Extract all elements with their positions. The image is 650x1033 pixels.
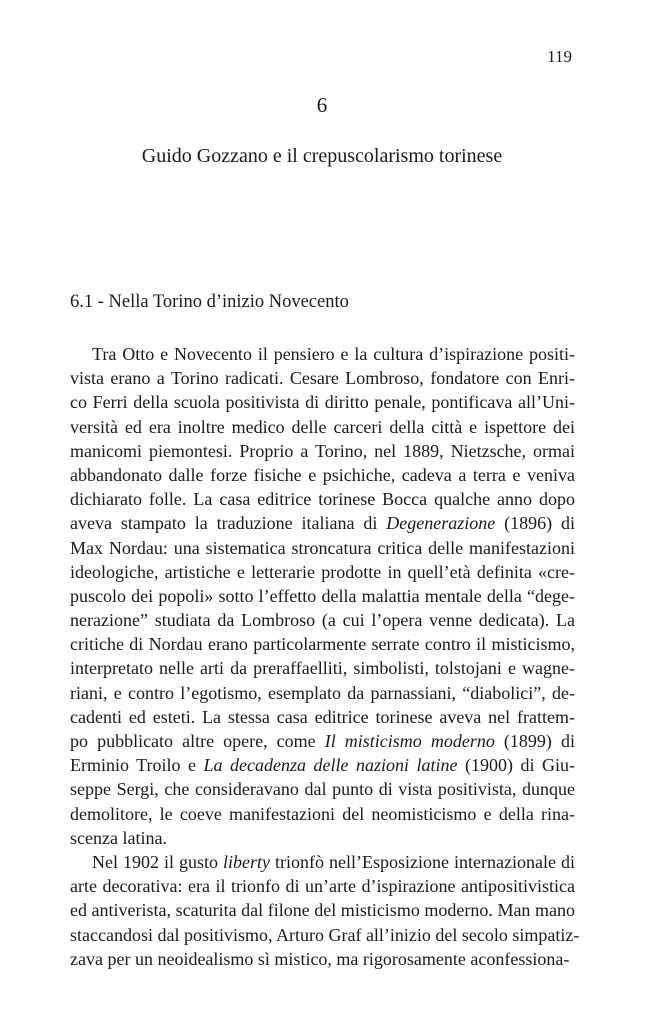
text-segment: zava per un neoidealismo sì mistico, ma rigorosamente aconfessiona- (70, 948, 570, 969)
text-line (70, 923, 580, 947)
text-segment: trionfò nell’Esposizione internazionale di (270, 851, 575, 872)
text-segment: puscolo dei popoli» sotto l’effetto della malattia mentale della “dege- (70, 585, 575, 606)
text-line (70, 487, 575, 511)
paragraph (70, 850, 580, 971)
text-segment: Max Nordau: una sistematica stroncatura critica delle manifestazioni (70, 537, 575, 558)
text-segment: (1896) di (495, 513, 575, 534)
text-line (70, 777, 575, 801)
text-segment: interpretato nelle arti da preraffaelliti, simbolisti, tolstojani e wagne- (70, 658, 575, 679)
text-segment: po pubblicato altre opere, come (70, 731, 325, 751)
text-line (70, 536, 575, 560)
italic-title: Il misticismo moderno (324, 731, 495, 751)
italic-title: Degenerazione (386, 513, 496, 534)
text-segment: manicomi piemontesi. Proprio a Torino, nel 1889, Nietzsche, ormai (70, 440, 575, 461)
text-segment: demolitore, le coeve manifestazioni del neomisticismo e della rina- (70, 803, 575, 824)
text-line (70, 753, 575, 777)
text-segment: abbandonato dalle forze fisiche e psichiche, cadeva a terra e veniva (70, 464, 575, 485)
text-segment: dichiarato folle. La casa editrice torinese Bocca qualche anno dopo (70, 489, 575, 510)
text-line (70, 826, 575, 850)
text-line (70, 439, 575, 463)
text-segment: (1899) di (494, 731, 575, 751)
chapter-title: Guido Gozzano e il crepuscolarismo torinese (141, 145, 503, 167)
text-line (70, 898, 575, 922)
text-segment: vista erano a Torino radicati. Cesare Lombroso, fondatore con Enri- (70, 368, 575, 389)
italic-title: liberty (223, 851, 271, 872)
text-segment: critiche di Nordau erano particolarmente serrate contro il misticismo, (70, 634, 575, 655)
text-segment: Tra Otto e Novecento il pensiero e la cultura d’ispirazione positi- (92, 344, 575, 364)
text-segment: nerazione” studiata da Lombroso (a cui l’opera venne dedicata). La (70, 610, 575, 631)
text-line (70, 705, 575, 729)
text-segment: ed antiverista, scaturita dal filone del misticismo moderno. Man mano (70, 900, 575, 921)
text-segment: riani, e contro l’egotismo, esemplato da parnassiani, “diabolici”, de- (70, 682, 575, 703)
section-heading: 6.1 - Nella Torino d’inizio Novecento (70, 292, 349, 312)
text-line (70, 656, 575, 680)
text-line (70, 850, 575, 874)
text-line (70, 463, 575, 487)
text-segment: cadenti ed esteti. La stessa casa editrice torinese aveva nel frattem- (70, 706, 575, 727)
text-segment: staccandosi dal positivismo, Arturo Graf all’inizio del secolo simpatiz- (70, 924, 580, 945)
text-line (70, 511, 575, 535)
body-text (70, 342, 580, 971)
text-line (70, 342, 575, 366)
text-segment: (1900) di Giu- (457, 755, 576, 776)
text-line (70, 415, 575, 439)
text-segment: Erminio Troilo e (70, 755, 204, 776)
text-line (70, 366, 575, 390)
text-line (70, 584, 575, 608)
text-segment: ideologiche, artistiche e letterarie prodotte in quell’età definita «cre- (70, 561, 575, 582)
text-segment: arte decorativa: era il trionfo di un’arte d’ispirazione antipositivistica (70, 876, 575, 897)
text-line (70, 802, 575, 826)
text-line (70, 874, 575, 898)
text-segment: versità ed era inoltre medico delle carceri della città e ispettore dei (70, 416, 575, 437)
text-line (70, 560, 575, 584)
text-line (70, 632, 575, 656)
text-line (70, 729, 575, 753)
text-segment: seppe Sergi, che consideravano dal punto di vista positivista, dunque (70, 779, 575, 800)
text-segment: scenza latina. (70, 827, 167, 848)
text-line (70, 390, 575, 414)
text-segment: co Ferri della scuola positivista di diritto penale, pontificava all’Uni- (70, 392, 575, 413)
italic-title: La decadenza delle nazioni latine (203, 755, 458, 776)
text-line (70, 947, 575, 971)
text-segment: Nel 1902 il gusto (92, 851, 224, 872)
text-line (70, 608, 575, 632)
page-number: 119 (547, 47, 572, 66)
paragraph (70, 342, 575, 850)
text-line (70, 681, 575, 705)
chapter-number: 6 (316, 93, 328, 117)
text-segment: aveva stampato la traduzione italiana di (70, 513, 387, 534)
